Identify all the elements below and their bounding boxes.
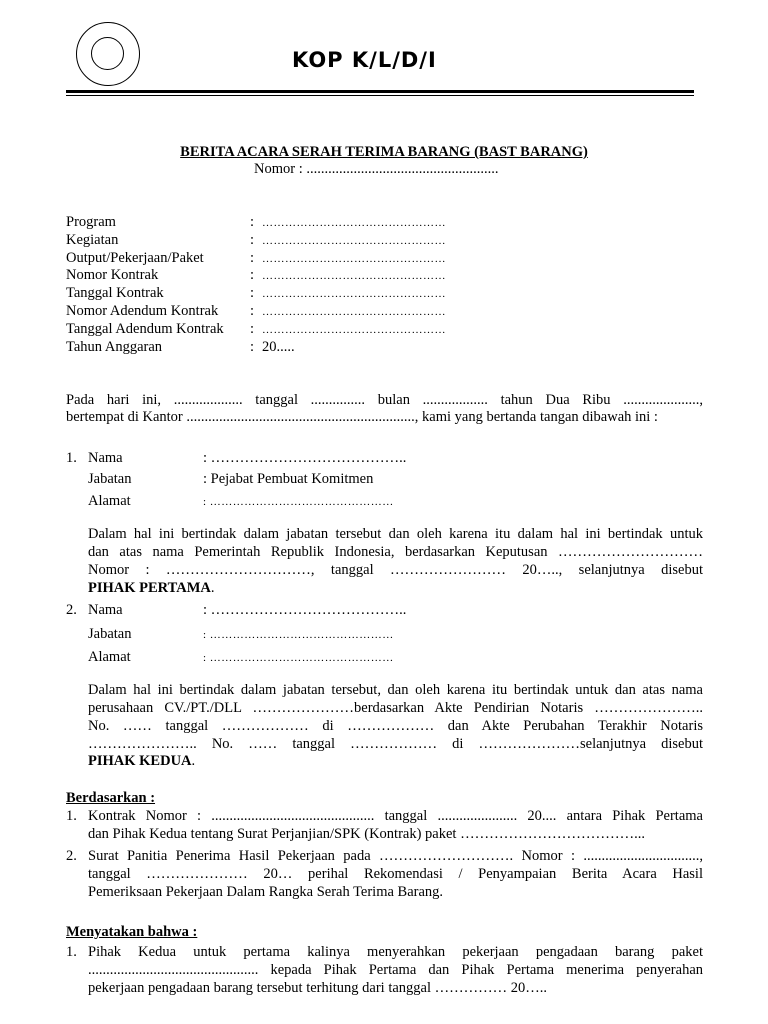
paragraph-line: Dalam hal ini bertindak dalam jabatan tersebut, dan oleh karena itu bertindak untuk dan atas nama <box>88 682 703 698</box>
document-title-text: BERITA ACARA SERAH TERIMA BARANG (BAST BARANG) <box>180 144 588 160</box>
field-colon: : <box>250 250 255 266</box>
logo-inner-circle <box>91 37 124 70</box>
party-row-label: Jabatan <box>88 471 132 487</box>
field-value: ………………………………………… <box>262 253 446 265</box>
field-colon: : <box>250 303 255 319</box>
field-value: ………………………………………… <box>262 235 446 247</box>
section-heading: Berdasarkan : <box>66 790 156 806</box>
letterhead-title: KOP K/L/D/I <box>292 48 437 72</box>
field-value: ………………………………………… <box>262 288 446 300</box>
paragraph-line: perusahaan CV./PT./DLL …………………berdasarkan Akte Pendirian Notaris ………………….. <box>88 700 703 716</box>
letterhead-rule-thick <box>66 90 694 93</box>
field-label: Kegiatan <box>66 232 119 248</box>
party-row-label: Jabatan <box>88 626 132 642</box>
field-label: Output/Pekerjaan/Paket <box>66 250 204 266</box>
field-value: ………………………………………… <box>262 306 446 318</box>
party-row-label: Nama <box>88 450 123 466</box>
paragraph-line: No. …… tanggal ……………… di ……………… dan Akte Perubahan Terakhir Notaris <box>88 718 703 734</box>
field-label: Program <box>66 214 116 230</box>
logo-circle-icon <box>76 22 140 86</box>
list-line: tanggal ………………… 20… perihal Rekomendasi / Penyampaian Berita Acara Hasil <box>88 866 703 882</box>
field-value: ………………………………………… <box>262 217 446 229</box>
paragraph-line: dan atas nama Pemerintah Republik Indonesia, berdasarkan Keputusan ………………………… <box>88 544 703 560</box>
list-line: pekerjaan pengadaan barang tersebut terhitung dari tanggal …………… 20….. <box>88 980 548 996</box>
field-label: Nomor Adendum Kontrak <box>66 303 219 319</box>
field-label: Tahun Anggaran <box>66 339 163 355</box>
field-value: 20..... <box>262 339 295 355</box>
list-line: Kontrak Nomor : ............................................. tanggal ...................... 20.... antara Pihak Pertama <box>88 808 703 824</box>
role-line: PIHAK KEDUA. <box>88 753 196 769</box>
field-colon: : <box>250 339 255 355</box>
section-heading: Menyatakan bahwa : <box>66 924 198 940</box>
party-row-label: Alamat <box>88 649 131 665</box>
field-colon: : <box>250 232 255 248</box>
paragraph-line: ………………….. No. …… tanggal ……………… di …………………selanjutnya disebut <box>88 736 703 752</box>
opening-line: bertempat di Kantor ..............................................................., kami yang bertanda tangan dibawah ini : <box>66 409 658 425</box>
list-number: 2. <box>66 602 77 618</box>
field-label: Tanggal Adendum Kontrak <box>66 321 224 337</box>
list-line: dan Pihak Kedua tentang Surat Perjanjian/SPK (Kontrak) paket ………………………………... <box>88 826 645 842</box>
letterhead-rule-thin <box>66 95 694 96</box>
party-row-label: Alamat <box>88 493 131 509</box>
role-line: PIHAK PERTAMA. <box>88 580 215 596</box>
party-row-value: : ………………………………………… <box>203 496 394 508</box>
opening-line: Pada hari ini, ................... tanggal ............... bulan .................. tahun Dua Ribu ....................., <box>66 392 703 408</box>
list-number: 2. <box>66 848 77 864</box>
role-name: PIHAK PERTAMA <box>88 580 211 596</box>
role-name: PIHAK KEDUA <box>88 753 192 769</box>
list-line: ............................................... kepada Pihak Pertama dan Pihak Pertama menerima penyerahan <box>88 962 703 978</box>
list-line: Pemeriksaan Pekerjaan Dalam Rangka Serah Terima Barang. <box>88 884 444 900</box>
field-label: Nomor Kontrak <box>66 267 159 283</box>
paragraph-line: Dalam hal ini bertindak dalam jabatan tersebut dan oleh karena itu dalam hal ini bertindak untuk <box>88 526 703 542</box>
field-colon: : <box>250 267 255 283</box>
field-value: ………………………………………… <box>262 324 446 336</box>
list-number: 1. <box>66 450 77 466</box>
paragraph-line: Nomor : …………………………, tanggal …………………… 20….., selanjutnya disebut <box>88 562 703 578</box>
party-row-value: : ………………………………………… <box>203 652 394 664</box>
party-row-value: : ………………………………….. <box>203 602 407 618</box>
list-line: Surat Panitia Penerima Hasil Pekerjaan pada ………………………. Nomor : ................................, <box>88 848 703 864</box>
field-label: Tanggal Kontrak <box>66 285 164 301</box>
party-row-value: : Pejabat Pembuat Komitmen <box>203 471 374 487</box>
field-colon: : <box>250 285 255 301</box>
list-line: Pihak Kedua untuk pertama kalinya menyerahkan pekerjaan pengadaan barang paket <box>88 944 703 960</box>
field-value: ………………………………………… <box>262 270 446 282</box>
list-number: 1. <box>66 944 77 960</box>
document-number: Nomor : ..................................................... <box>254 161 499 177</box>
party-row-value: : ………………………………………… <box>203 629 394 641</box>
field-colon: : <box>250 214 255 230</box>
party-row-label: Nama <box>88 602 123 618</box>
list-number: 1. <box>66 808 77 824</box>
party-row-value: : ………………………………….. <box>203 450 407 466</box>
field-colon: : <box>250 321 255 337</box>
document-title <box>0 144 768 161</box>
